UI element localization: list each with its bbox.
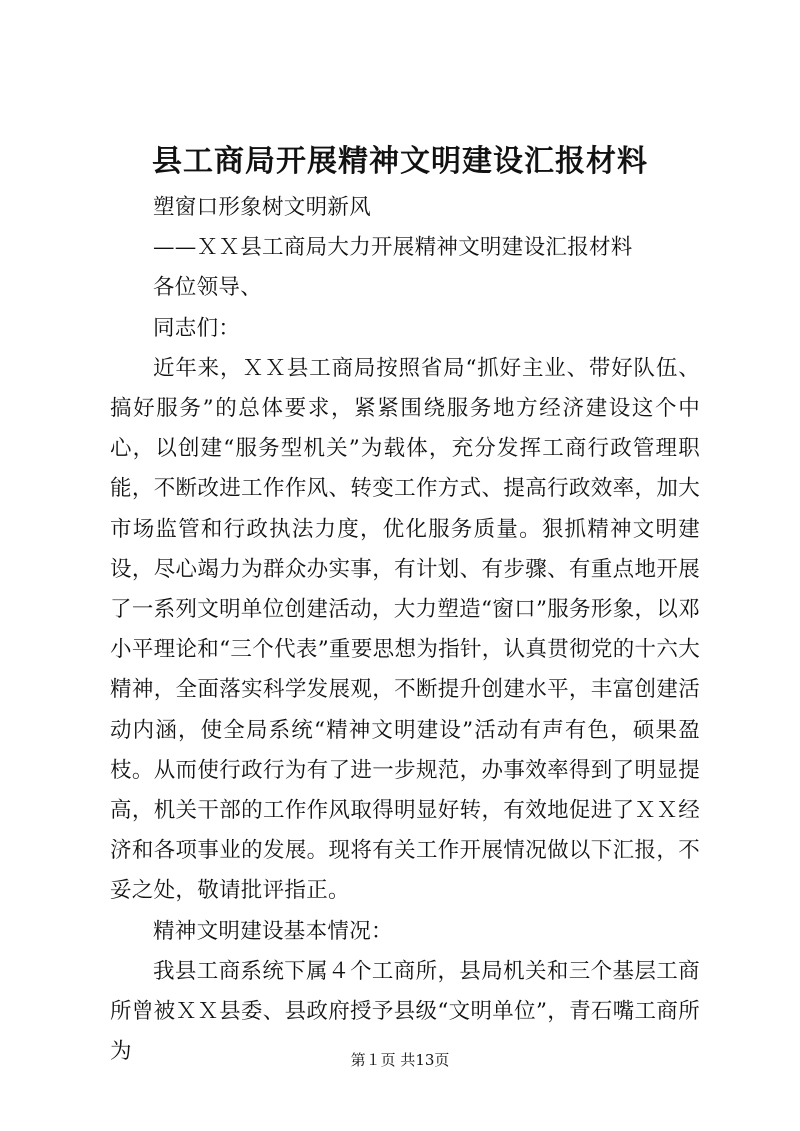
body-paragraph-intro: 近年来，ＸＸ县工商局按照省局“抓好主业、带好队伍、搞好服务”的总体要求，紧紧围绕服务地方经济建设这个中心，以创建“服务型机关”为载体，充分发挥工商行政管理职能，不断改进工作作风、转变工作方式、提高行政效率，加大市场监管和行政执法力度，优化服务质量。狠抓精神文明建设，尽心竭力为群众办实事，有计划、有步骤、有重点地开展了一系列文明单位创建活动，大力塑造“窗口”服务形象，以邓小平理论和“三个代表”重要思想为指针，认真贯彻党的十六大精神，全面落实科学发展观，不断提升创建水平，丰富创建活动内涵，使全局系统“精神文明建设”活动有声有色，硕果盈枝。从而使行政行为有了进一步规范，办事效率得到了明显提高，机关干部的工作作风取得明显好转，有效地促进了ＸＸ经济和各项事业的发展。现将有关工作开展情况做以下汇报，不妥之处，敬请批评指正。 (110, 355, 700, 904)
body-paragraph-situation: 我县工商系统下属４个工商所，县局机关和三个基层工商所曾被ＸＸ县委、县政府授予县级“文明单位”，青石嘴工商所为 (110, 958, 700, 1065)
subtitle-dash-line: ——ＸＸ县工商局大力开展精神文明建设汇报材料 (153, 235, 633, 261)
salutation-line-2: 同志们： (153, 315, 241, 341)
section-heading-basic-situation: 精神文明建设基本情况： (153, 918, 393, 944)
page-footer: 第１页 共13页 (350, 1051, 450, 1069)
document-title: 县工商局开展精神文明建设汇报材料 (152, 144, 648, 179)
subtitle-line: 塑窗口形象树文明新风 (153, 195, 372, 220)
document-body (110, 188, 700, 1072)
salutation-line-1: 各位领导、 (153, 275, 263, 301)
